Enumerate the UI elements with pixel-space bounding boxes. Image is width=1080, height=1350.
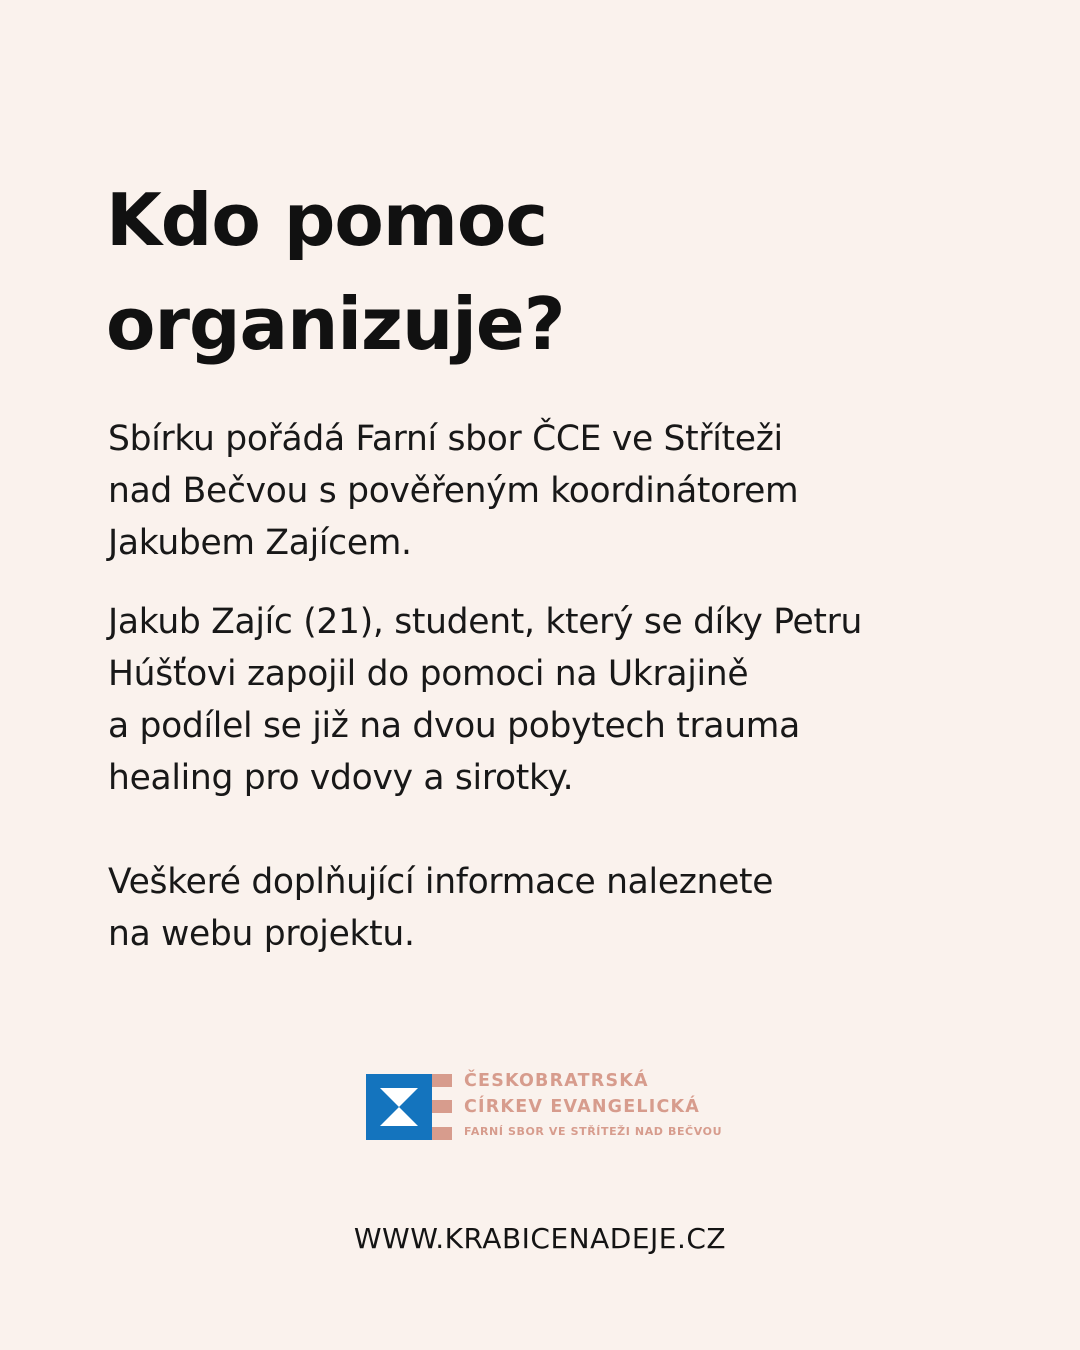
paragraph-organizer bbox=[108, 413, 968, 569]
paragraph-line: a podílel se již na dvou pobytech trauma bbox=[108, 706, 800, 746]
page-title-line-1: Kdo pomoc bbox=[106, 178, 548, 262]
logo-line-2: CÍRKEV EVANGELICKÁ bbox=[464, 1097, 701, 1117]
logo-line-3: FARNÍ SBOR VE STŘÍTEŽI NAD BEČVOU bbox=[464, 1125, 723, 1138]
paragraph-line: Jakub Zajíc (21), student, který se díky Petru bbox=[108, 602, 863, 642]
page-title bbox=[106, 168, 746, 376]
paragraph-line: Húšťovi zapojil do pomoci na Ukrajině bbox=[108, 654, 749, 694]
logo-line-1: ČESKOBRATRSKÁ bbox=[464, 1071, 649, 1091]
hourglass-cross-icon bbox=[366, 1074, 454, 1142]
church-logo-text bbox=[464, 1068, 722, 1140]
paragraph-coordinator-bio bbox=[108, 596, 968, 804]
paragraph-line: Veškeré doplňující informace naleznete bbox=[108, 862, 774, 902]
paragraph-line: na webu projektu. bbox=[108, 914, 415, 954]
paragraph-line: healing pro vdovy a sirotky. bbox=[108, 758, 574, 798]
page-title-line-2: organizuje? bbox=[106, 282, 565, 366]
paragraph-line: Sbírku pořádá Farní sbor ČCE ve Stříteži bbox=[108, 419, 783, 459]
church-logo bbox=[366, 1068, 726, 1144]
website-url: WWW.KRABICENADEJE.CZ bbox=[353, 1222, 727, 1255]
paragraph-line: Jakubem Zajícem. bbox=[108, 523, 412, 563]
paragraph-more-info bbox=[108, 856, 968, 960]
paragraph-line: nad Bečvou s pověřeným koordinátorem bbox=[108, 471, 799, 511]
